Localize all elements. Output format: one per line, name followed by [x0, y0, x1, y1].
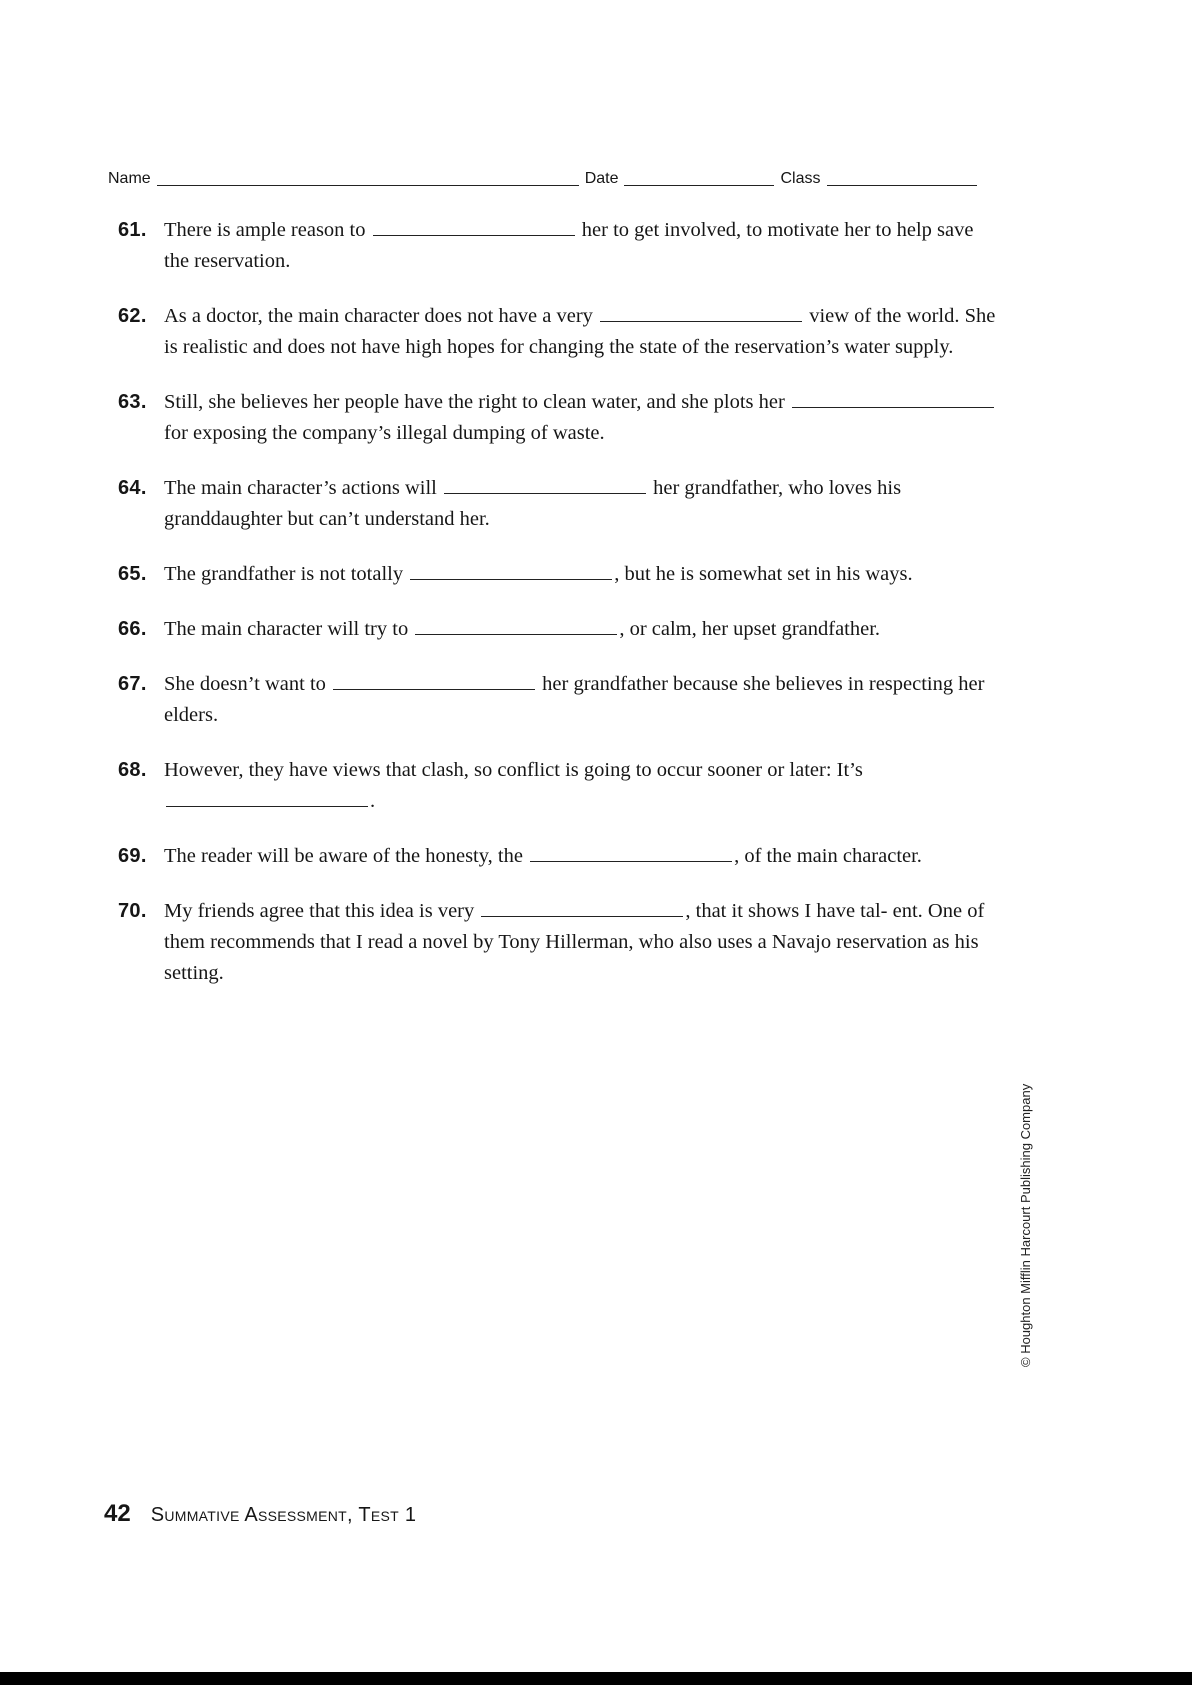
question-number: 62.	[118, 305, 147, 327]
question-69	[118, 841, 998, 872]
copyright-notice: © Houghton Mifflin Harcourt Publishing Company	[1018, 1083, 1033, 1367]
question-70	[118, 896, 998, 989]
question-number: 65.	[118, 563, 147, 585]
page-number: 42	[104, 1500, 131, 1527]
question-text-after: view of the world. She is realistic and does not have high hopes for changing the state of the reservation’s water supply.	[164, 305, 996, 358]
question-text-after: for exposing the company’s illegal dumping of waste.	[164, 422, 605, 444]
answer-blank-61[interactable]	[373, 215, 575, 236]
question-text-before: My friends agree that this idea is very	[164, 900, 480, 922]
page-footer	[104, 1500, 416, 1528]
footer-title: Summative Assessment, Test 1	[150, 1504, 417, 1526]
scan-bottom-edge	[0, 1672, 1192, 1685]
question-number: 67.	[118, 673, 147, 695]
question-text-before: However, they have views that clash, so conflict is going to occur sooner or later: It’s	[164, 759, 863, 781]
question-text-before: As a doctor, the main character does not have a very	[164, 305, 599, 327]
question-text-after: her to get involved, to motivate her to help save the reservation.	[164, 219, 974, 272]
date-label: Date	[584, 170, 619, 187]
question-list	[118, 215, 998, 989]
question-text-before: The grandfather is not totally	[164, 563, 409, 585]
answer-blank-68[interactable]	[166, 786, 368, 807]
question-text-before: The main character’s actions will	[164, 477, 442, 499]
question-61	[118, 215, 998, 277]
question-number: 69.	[118, 845, 147, 867]
question-number: 61.	[118, 219, 147, 241]
question-number: 64.	[118, 477, 147, 499]
answer-blank-69[interactable]	[530, 841, 732, 862]
question-text-after: her grandfather, who loves his granddaughter but can’t understand her.	[164, 477, 902, 530]
question-62	[118, 301, 998, 363]
question-66	[118, 614, 998, 645]
answer-blank-67[interactable]	[333, 669, 535, 690]
question-63	[118, 387, 998, 449]
answer-blank-65[interactable]	[410, 559, 612, 580]
question-number: 68.	[118, 759, 147, 781]
question-64	[118, 473, 998, 535]
name-field[interactable]	[157, 167, 579, 186]
question-text-after: .	[370, 790, 376, 812]
question-text-before: She doesn’t want to	[164, 673, 332, 695]
question-number: 63.	[118, 391, 147, 413]
question-text-after: her grandfather because she believes in respecting her elders.	[164, 673, 985, 726]
answer-blank-63[interactable]	[792, 387, 994, 408]
answer-blank-64[interactable]	[444, 473, 646, 494]
question-text-after: , or calm, her upset grandfather.	[619, 618, 881, 640]
answer-blank-66[interactable]	[415, 614, 617, 635]
question-text-after: , but he is somewhat set in his ways.	[614, 563, 913, 585]
question-text-before: The main character will try to	[164, 618, 414, 640]
answer-blank-62[interactable]	[600, 301, 802, 322]
name-label: Name	[108, 170, 151, 187]
question-text-before: The reader will be aware of the honesty, the	[164, 845, 529, 867]
answer-blank-70[interactable]	[481, 896, 683, 917]
question-number: 66.	[118, 618, 147, 640]
class-field[interactable]	[827, 167, 977, 186]
question-68	[118, 755, 998, 817]
date-field[interactable]	[624, 167, 774, 186]
question-text-after: , of the main character.	[734, 845, 922, 867]
question-text-after: , that it shows I have tal- ent. One of them recommends that I read a novel by Tony Hillerman, who also uses a Navajo reservation as his setting.	[164, 900, 985, 984]
question-67	[118, 669, 998, 731]
student-info-header	[108, 158, 988, 188]
question-text-before: There is ample reason to	[164, 219, 371, 241]
question-65	[118, 559, 998, 590]
question-text-before: Still, she believes her people have the right to clean water, and she plots her	[164, 391, 790, 413]
question-number: 70.	[118, 900, 147, 922]
class-label: Class	[780, 170, 821, 187]
